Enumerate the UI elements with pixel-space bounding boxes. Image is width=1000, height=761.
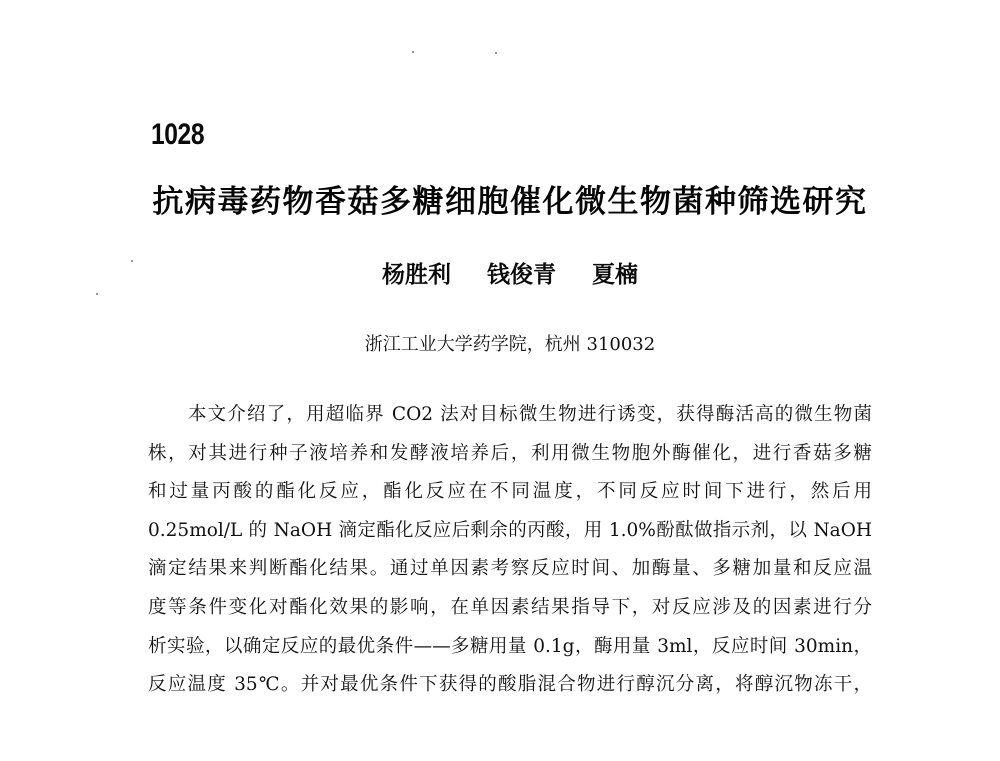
abstract-line: 反应温度 35℃。并对最优条件下获得的酸脂混合物进行醇沉分离，将醇沉物冻干， bbox=[148, 674, 872, 696]
affiliation: 浙江工业大学药学院，杭州 310032 bbox=[364, 334, 656, 355]
author-list bbox=[0, 256, 1000, 289]
abstract-line: 株，对其进行种子液培养和发酵液培养后，利用微生物胞外酶催化，进行香菇多糖 bbox=[148, 442, 872, 464]
author-name: 钱俊青 bbox=[487, 262, 556, 288]
page-number: 1028 bbox=[151, 118, 205, 151]
abstract-line: 度等条件变化对酯化效果的影响，在单因素结果指导下，对反应涉及的因素进行分 bbox=[148, 596, 872, 618]
scan-speck bbox=[412, 51, 414, 53]
abstract-body bbox=[148, 396, 872, 705]
abstract-line: 滴定结果来判断酯化结果。通过单因素考察反应时间、加酶量、多糖加量和反应温 bbox=[148, 558, 872, 580]
abstract-line: 本文介绍了，用超临界 CO2 法对目标微生物进行诱变，获得酶活高的微生物菌 bbox=[188, 404, 872, 425]
author-name: 夏楠 bbox=[592, 262, 639, 288]
paper-title: 抗病毒药物香菇多糖细胞催化微生物菌种筛选研究 bbox=[152, 184, 868, 220]
abstract-line: 0.25mol/L 的 NaOH 滴定酯化反应后剩余的丙酸，用 1.0%酚酞做指示剂，以 NaOH bbox=[148, 519, 872, 541]
abstract-line: 和过量丙酸的酯化反应，酯化反应在不同温度，不同反应时间下进行，然后用 bbox=[148, 481, 872, 503]
abstract-line: 析实验，以确定反应的最优条件——多糖用量 0.1g，酶用量 3ml，反应时间 30min， bbox=[148, 635, 872, 657]
scan-speck bbox=[96, 293, 98, 295]
scan-speck bbox=[495, 52, 497, 54]
author-name: 杨胜利 bbox=[381, 262, 451, 288]
